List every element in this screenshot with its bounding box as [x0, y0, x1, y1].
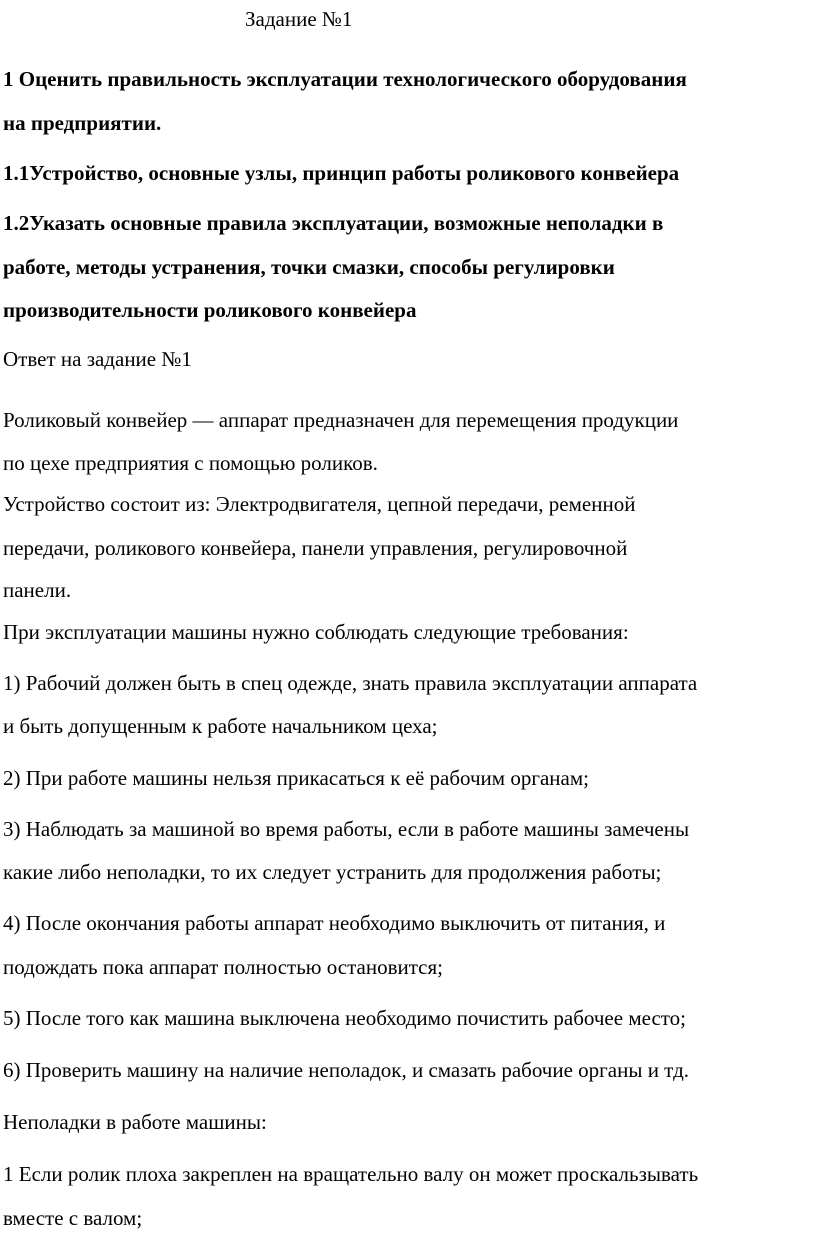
body-line: 1 Если ролик плоха закреплен на вращательно валу он может проскальзывать: [3, 1162, 699, 1186]
answer-heading: Ответ на задание №1: [3, 347, 192, 371]
body-line: 1) Рабочий должен быть в спец одежде, знать правила эксплуатации аппарата: [3, 671, 698, 695]
body-line: и быть допущенным к работе начальником цеха;: [3, 714, 438, 738]
task-line: производительности роликового конвейера: [3, 298, 417, 322]
body-line: вместе с валом;: [3, 1206, 143, 1230]
body-line: 3) Наблюдать за машиной во время работы, если в работе машины замечены: [3, 817, 690, 841]
body-line: 4) После окончания работы аппарат необходимо выключить от питания, и: [3, 911, 666, 935]
body-line: панели.: [3, 578, 72, 602]
body-line: подождать пока аппарат полностью остановится;: [3, 955, 443, 979]
body-line: 5) После того как машина выключена необходимо почистить рабочее место;: [3, 1006, 687, 1030]
task-line: 1 Оценить правильность эксплуатации технологического оборудования: [3, 67, 687, 91]
body-line: Устройство состоит из: Электродвигателя, цепной передачи, ременной: [3, 492, 636, 516]
task-line: работе, методы устранения, точки смазки, способы регулировки: [3, 255, 615, 279]
body-line: 6) Проверить машину на наличие неполадок, и смазать рабочие органы и тд.: [3, 1058, 690, 1082]
document-title: Задание №1: [245, 7, 353, 31]
body-line: Неполадки в работе машины:: [3, 1110, 267, 1134]
task-line: 1.1Устройство, основные узлы, принцип работы роликового конвейера: [3, 161, 680, 185]
task-line: на предприятии.: [3, 111, 162, 135]
body-line: Роликовый конвейер — аппарат предназначен для перемещения продукции: [3, 408, 679, 432]
body-line: передачи, роликового конвейера, панели управления, регулировочной: [3, 536, 628, 560]
body-line: какие либо неполадки, то их следует устранить для продолжения работы;: [3, 860, 662, 884]
body-line: При эксплуатации машины нужно соблюдать следующие требования:: [3, 620, 629, 644]
body-line: 2) При работе машины нельзя прикасаться к её рабочим органам;: [3, 766, 589, 790]
body-line: по цехе предприятия с помощью роликов.: [3, 451, 378, 475]
task-line: 1.2Указать основные правила эксплуатации, возможные неполадки в: [3, 211, 664, 235]
